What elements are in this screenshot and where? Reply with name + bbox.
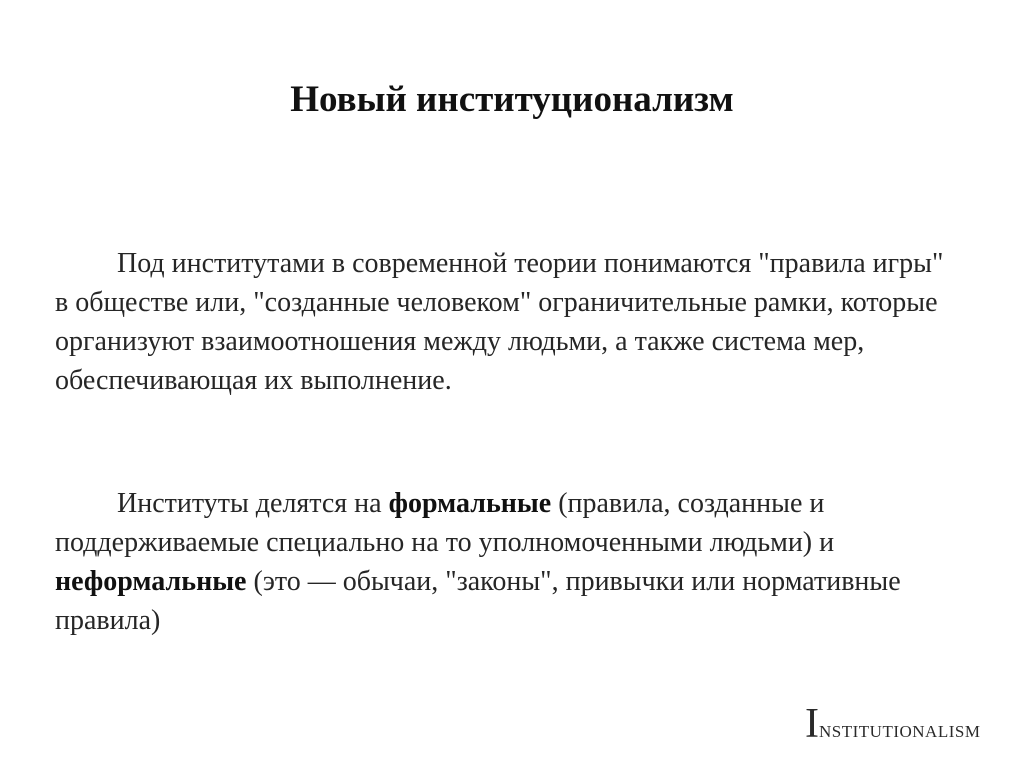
formal-term: формальные xyxy=(388,488,552,519)
classification-text-2: (правила, созданные и поддерживаемые специально на то уполномоченными людьми) и xyxy=(55,488,835,558)
logo-text: NSTITUTIONALISM xyxy=(819,722,981,741)
logo-initial: I xyxy=(805,701,819,747)
classification-text-3: (это — обычаи, "законы", привычки или нормативные правила) xyxy=(55,566,901,636)
institutionalism-logo xyxy=(805,700,1005,748)
classification-paragraph xyxy=(55,484,955,640)
informal-term: неформальные xyxy=(55,566,247,597)
classification-text-1: Институты делятся на xyxy=(117,488,389,519)
definition-paragraph: Под институтами в современной теории понимаются "правила игры" в обществе или, "созданные человеком" ограничительные рамки, которые организуют взаимоотношения между людьми, а также система мер, обеспечивающая их выполнение. xyxy=(55,248,944,396)
slide-title: Новый институционализм xyxy=(290,79,734,120)
